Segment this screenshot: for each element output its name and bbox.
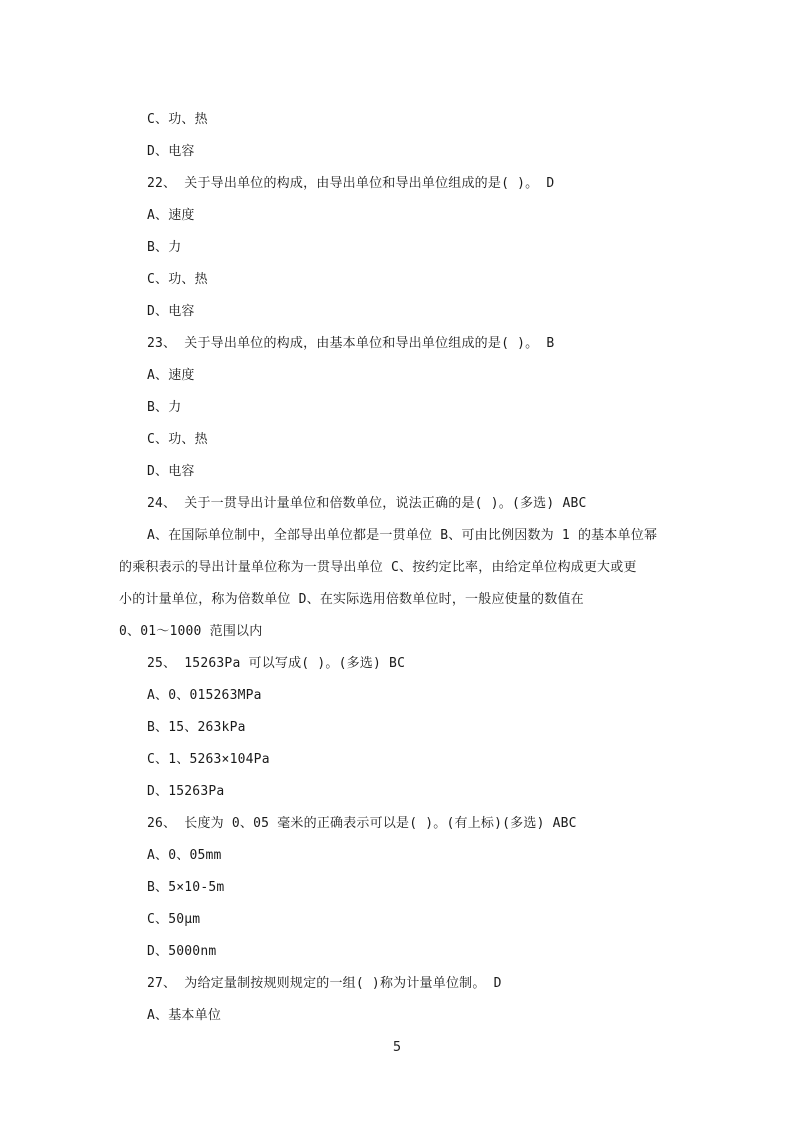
answer-option: D、电容 [147,304,195,319]
answer-option: B、力 [147,240,182,255]
answer-option: D、电容 [147,144,195,159]
answer-option: C、50μm [147,912,201,927]
page-number: 5 [392,1040,402,1055]
question-stem: 26、 长度为 0、05 毫米的正确表示可以是( )。(有上标)(多选) ABC [147,816,577,831]
answer-option: A、速度 [147,368,195,383]
answer-option: C、功、热 [147,272,208,287]
question-stem: 22、 关于导出单位的构成，由导出单位和导出单位组成的是( )。 D [147,176,555,191]
answer-option: A、在国际单位制中，全部导出单位都是一贯单位 B、可由比例因数为 1 的基本单位幂 [147,528,658,543]
answer-option: B、力 [147,400,182,415]
answer-option: A、0、015263MPa [147,688,262,703]
answer-option: A、速度 [147,208,195,223]
answer-option: C、功、热 [147,432,208,447]
question-stem: 27、 为给定量制按规则规定的一组( )称为计量单位制。 D [147,976,502,991]
option-continuation: 0、01～1000 范围以内 [119,624,263,639]
answer-option: A、0、05mm [147,848,222,863]
question-stem: 24、 关于一贯导出计量单位和倍数单位，说法正确的是( )。(多选) ABC [147,496,587,511]
option-continuation: 的乘积表示的导出计量单位称为一贯导出单位 C、按约定比率，由给定单位构成更大或更 [119,560,637,575]
answer-option: D、15263Pa [147,784,225,799]
question-stem: 25、 15263Pa 可以写成( )。(多选) BC [147,656,406,671]
option-continuation: 小的计量单位，称为倍数单位 D、在实际选用倍数单位时，一般应使量的数值在 [119,592,584,607]
answer-option: A、基本单位 [147,1008,222,1023]
answer-option: C、1、5263×104Pa [147,752,270,767]
answer-option: C、功、热 [147,112,208,127]
answer-option: D、5000nm [147,944,217,959]
answer-option: D、电容 [147,464,195,479]
answer-option: B、15、263kPa [147,720,246,735]
question-stem: 23、 关于导出单位的构成，由基本单位和导出单位组成的是( )。 B [147,336,555,351]
answer-option: B、5×10-5m [147,880,225,895]
